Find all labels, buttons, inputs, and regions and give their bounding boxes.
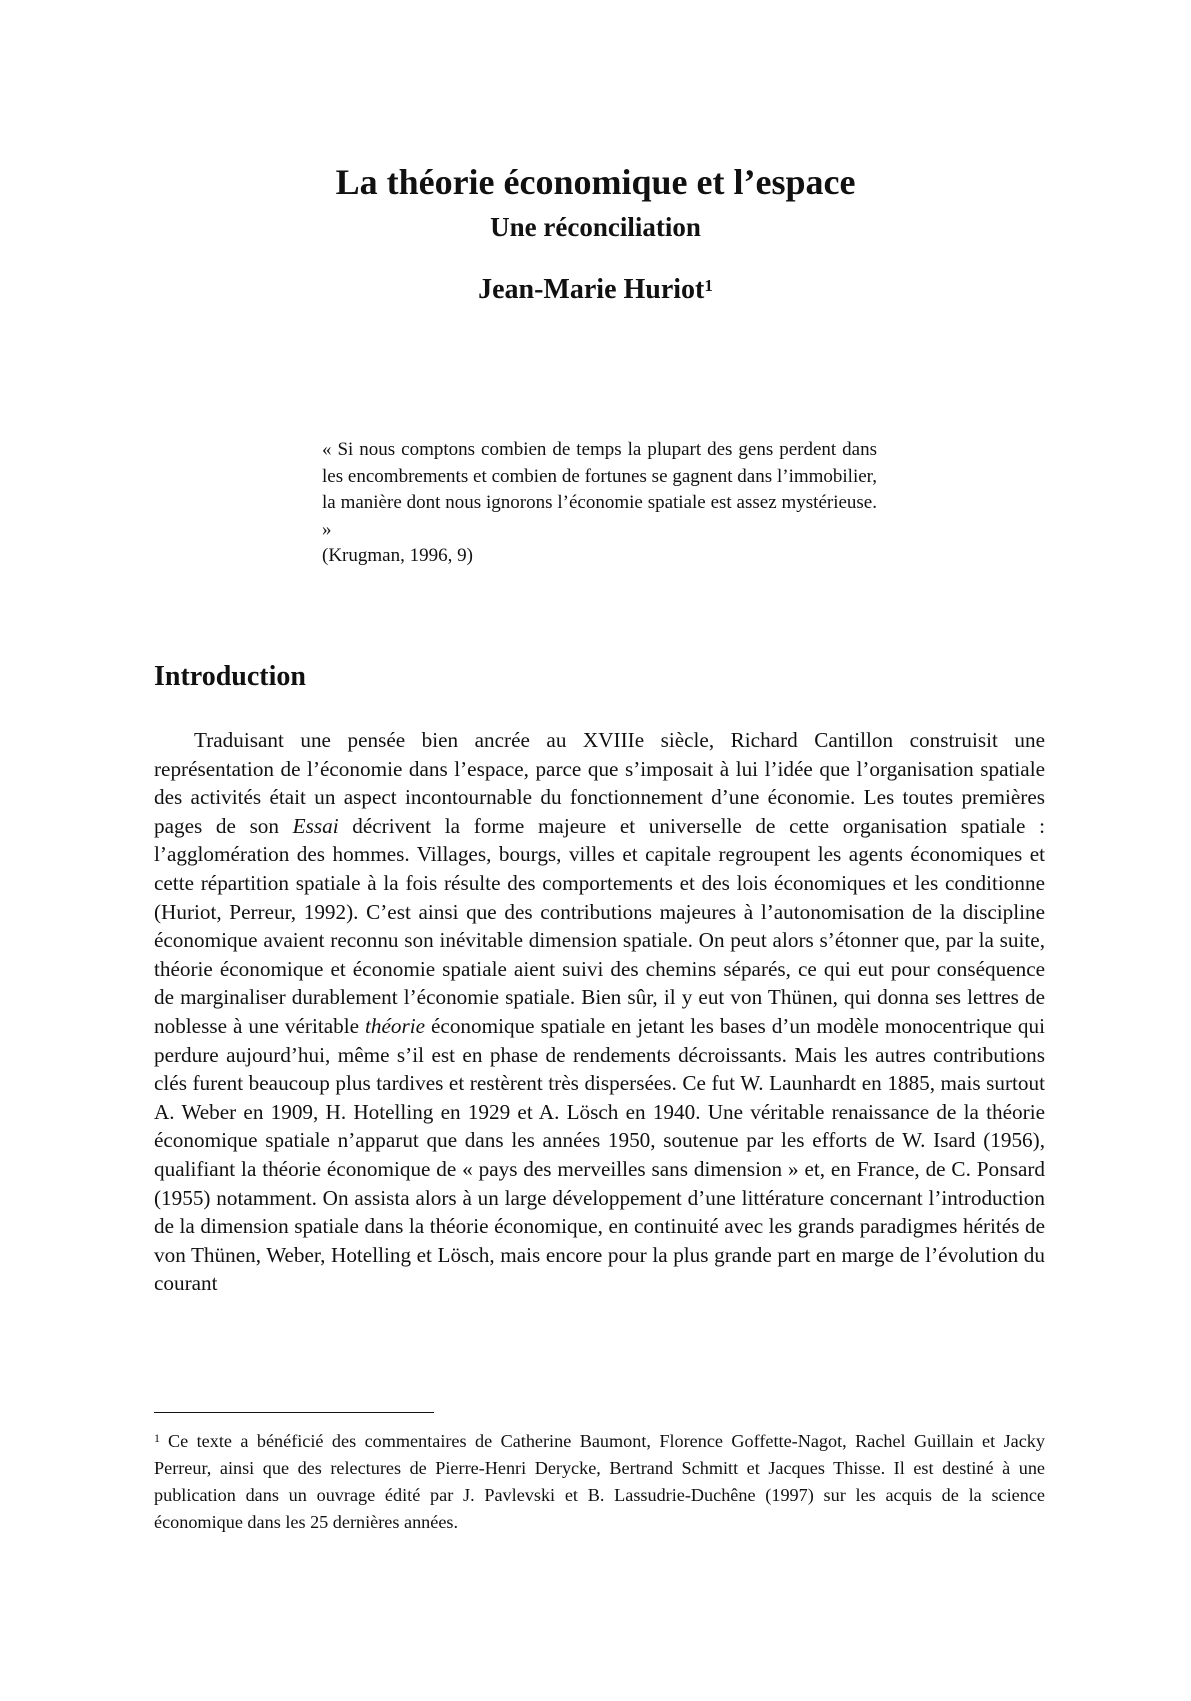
author-line — [0, 272, 1191, 308]
author-footnote-mark: 1 — [704, 276, 713, 295]
author-name: Jean-Marie Huriot — [478, 274, 705, 305]
footnote — [154, 1428, 1045, 1536]
body-text-part-2: décrivent la forme majeure et universelle de cette organisation spatiale : l’agglomération des hommes. Villages, bourgs, villes et capitale regroupent les agents économiques et cette répartition spatiale à la fois résulte des comportements et des lois économiques et les conditionne (Huriot, Perreur, 1992). C’est ainsi que des contributions majeures à l’autonomisation de la discipline économique avaient reconnu son inévitable dimension spatiale. On peut alors s’étonner que, par la suite, théorie économique et économie spatiale aient suivi des chemins séparés, ce qui eut pour conséquence de marginaliser durablement l’économie spatiale. Bien sûr, il y eut von Thünen, qui donna ses lettres de noblesse à une véritable — [154, 813, 1045, 1038]
epigraph-citation: (Krugman, 1996, 9) — [322, 545, 473, 566]
paper-subtitle: Une réconciliation — [490, 212, 701, 242]
body-text-part-1: Traduisant une pensée bien ancrée au XVIIIe siècle, Richard Cantillon construisit une représentation de l’économie dans l’espace, parce que s’imposait à lui l’idée que l’organisation spatiale des activités était un aspect incontournable du fonctionnement d’une économie. Les toutes premières pages de son — [154, 728, 1045, 838]
epigraph — [322, 437, 877, 570]
body-text-part-3: économique spatiale en jetant les bases d’un modèle monocentrique qui perdure aujourd’hui, même s’il est en phase de rendements décroissants. Mais les autres contributions clés furent beaucoup plus tardives et restèrent très dispersées. Ce fut W. Launhardt en 1885, mais surtout A. Weber en 1909, H. Hotelling en 1929 et A. Lösch en 1940. Une véritable renaissance de la théorie économique spatiale n’apparut que dans les années 1950, soutenue par les efforts de W. Isard (1956), qualifiant la théorie économique de « pays des merveilles sans dimension » et, en France, de C. Ponsard (1955) notamment. On assista alors à un large développement d’une littérature concernant l’introduction de la dimension spatiale dans la théorie économique, en continuité avec les grands paradigmes hérités de von Thünen, Weber, Hotelling et Lösch, mais encore pour la plus grande part en marge de l’évolution du courant — [154, 1013, 1046, 1296]
body-text-emphasis-essai: Essai — [292, 813, 339, 838]
footnote-mark: 1 — [154, 1431, 160, 1445]
section-heading: Introduction — [154, 661, 306, 692]
footnote-divider — [154, 1412, 434, 1413]
body-text-emphasis-theorie: théorie — [365, 1013, 426, 1038]
paper-title: La théorie économique et l’espace — [335, 162, 856, 202]
epigraph-quote: « Si nous comptons combien de temps la plupart des gens perdent dans les encombrements et combien de fortunes se gagnent dans l’immobilier, la manière dont nous ignorons l’économie spatiale est assez mystérieuse. » — [322, 439, 877, 540]
footnote-text: Ce texte a bénéficié des commentaires de Catherine Baumont, Florence Goffette-Nagot, Rachel Guillain et Jacky Perreur, ainsi que des relectures de Pierre-Henri Derycke, Bertrand Schmitt et Jacques Thisse. Il est destiné à une publication dans un ouvrage édité par J. Pavlevski et B. Lassudrie-Duchêne (1997) sur les acquis de la science économique dans les 25 dernières années. — [154, 1431, 1045, 1532]
body-paragraph — [154, 726, 1045, 1298]
